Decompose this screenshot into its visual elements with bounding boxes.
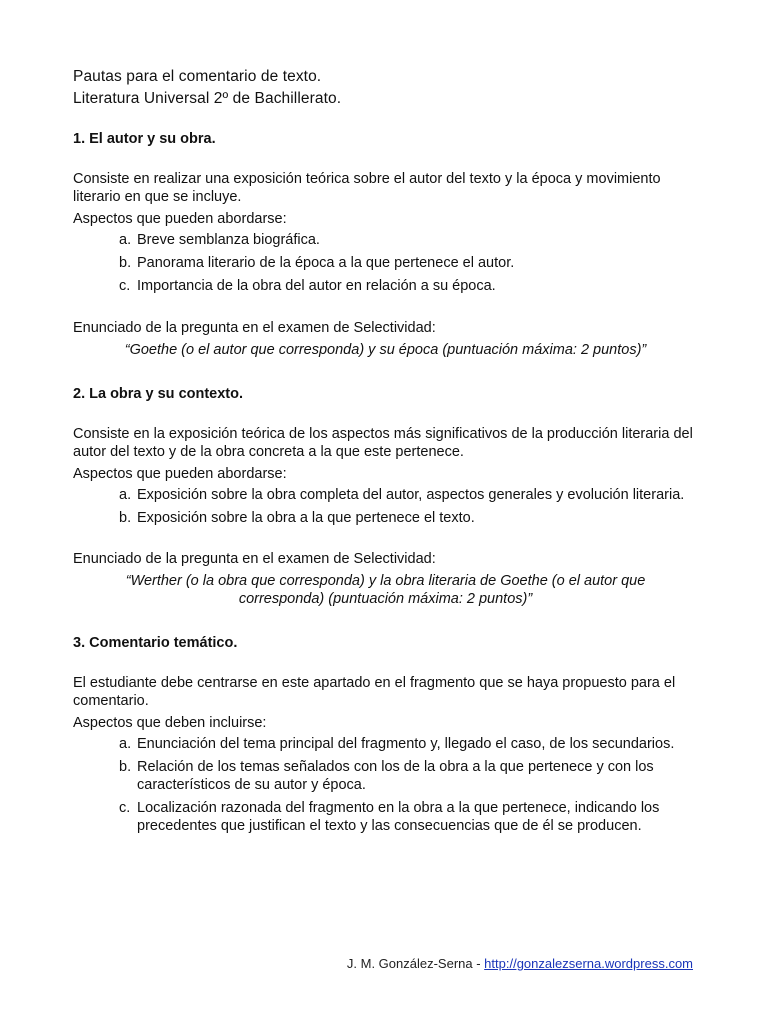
list-item [119, 232, 698, 250]
aspects-label: Aspectos que deben incluirse: [73, 715, 267, 732]
list-marker: b. [119, 254, 132, 271]
list-item-text: Enunciación del tema principal del fragmento y, llegado el caso, de los secundarios. [137, 736, 675, 753]
exam-question-label: Enunciado de la pregunta en el examen de Selectividad: [73, 551, 436, 568]
list-item [119, 487, 698, 505]
aspects-list [73, 736, 698, 836]
list-marker: a. [119, 736, 132, 753]
list-item [119, 800, 698, 836]
section-intro: Consiste en realizar una exposición teórica sobre el autor del texto y la época y movimiento literario en que se incluye. [73, 170, 661, 205]
section-heading: 2. La obra y su contexto. [73, 385, 244, 402]
page-footer [0, 956, 693, 972]
aspects-label: Aspectos que pueden abordarse: [73, 465, 287, 482]
document-title-line-1: Pautas para el comentario de texto. [73, 68, 322, 85]
footer-author: J. M. González-Serna - [346, 956, 485, 971]
aspects-list [73, 487, 698, 528]
list-item-text: Breve semblanza biográfica. [137, 231, 320, 248]
exam-question-quote: “Werther (o la obra que corresponda) y la obra literaria de Goethe (o el autor que corresponda) (puntuación máxima: 2 puntos)” [125, 573, 646, 608]
list-item-text: Importancia de la obra del autor en relación a su época. [137, 277, 496, 294]
section-3 [73, 635, 698, 836]
list-item-text: Relación de los temas señalados con los de la obra a la que pertenece y con los característicos de su autor y época. [137, 759, 654, 794]
section-heading: 1. El autor y su obra. [73, 130, 216, 147]
exam-question-label: Enunciado de la pregunta en el examen de Selectividad: [73, 319, 436, 336]
footer-blog-link[interactable]: http://gonzalezserna.wordpress.com [484, 956, 693, 971]
section-2 [73, 386, 698, 610]
list-marker: b. [119, 509, 132, 526]
document-title-line-2: Literatura Universal 2º de Bachillerato. [73, 90, 342, 108]
list-item [119, 255, 698, 273]
list-marker: c. [119, 277, 131, 294]
section-heading: 3. Comentario temático. [73, 635, 238, 652]
aspects-label: Aspectos que pueden abordarse: [73, 210, 287, 227]
list-marker: a. [119, 231, 132, 248]
list-marker: c. [119, 800, 131, 817]
list-item [119, 510, 698, 528]
list-marker: a. [119, 486, 132, 503]
list-item [119, 278, 698, 296]
list-item-text: Localización razonada del fragmento en la obra a la que pertenece, indicando los precedentes que justifican el texto y las consecuencias que de él se producen. [137, 800, 660, 835]
list-item [119, 759, 698, 795]
list-item-text: Exposición sobre la obra completa del autor, aspectos generales y evolución literaria. [137, 486, 685, 503]
list-marker: b. [119, 759, 132, 776]
section-intro: Consiste en la exposición teórica de los aspectos más significativos de la producción literaria del autor del texto y de la obra concreta a la que este pertenece. [73, 425, 693, 460]
aspects-list [73, 232, 698, 296]
list-item [119, 736, 698, 754]
exam-question-quote: “Goethe (o el autor que corresponda) y su época (puntuación máxima: 2 puntos)” [124, 341, 647, 358]
document-page [73, 66, 698, 841]
section-1 [73, 131, 698, 360]
list-item-text: Exposición sobre la obra a la que pertenece el texto. [137, 509, 475, 526]
section-intro: El estudiante debe centrarse en este apartado en el fragmento que se haya propuesto para el comentario. [73, 675, 676, 710]
list-item-text: Panorama literario de la época a la que pertenece el autor. [137, 254, 515, 271]
